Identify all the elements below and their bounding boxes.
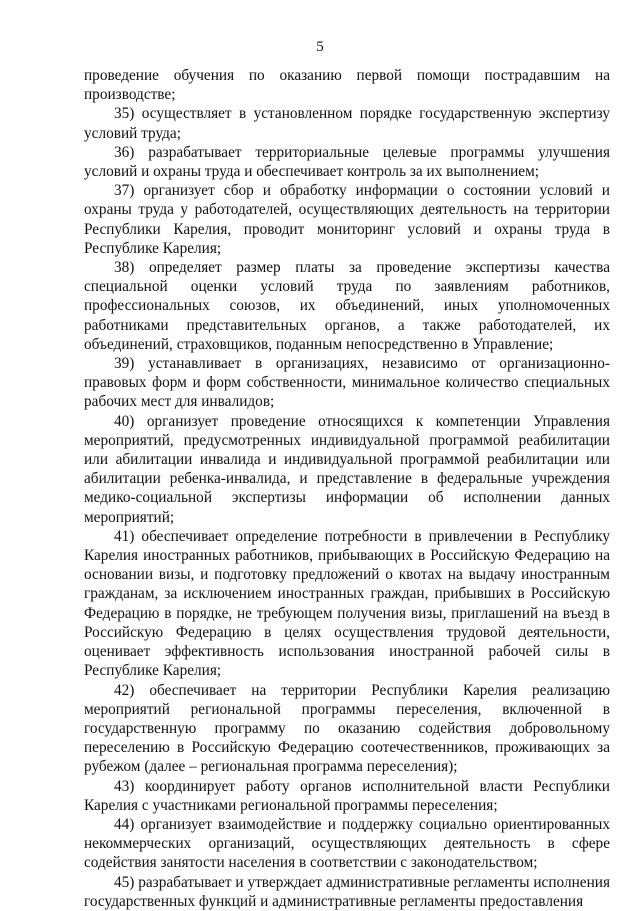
- paragraph-45: 45) разрабатывает и утверждает административные регламенты исполнения государственных функций и административные регламенты предоставления: [84, 873, 610, 910]
- document-body: [84, 66, 610, 911]
- paragraph-37: 37) организует сбор и обработку информации о состоянии условий и охраны труда у работодателей, осуществляющих деятельность на территории Республики Карелия, проводит мониторинг условий и охраны труда в Республике Карелия;: [84, 182, 610, 257]
- page-number: 5: [316, 39, 324, 55]
- paragraph-35: 35) осуществляет в установленном порядке государственную экспертизу условий труда;: [84, 105, 610, 142]
- paragraph-continuation: проведение обучения по оказанию первой помощи пострадавшим на производстве;: [84, 67, 610, 104]
- paragraph-41: 41) обеспечивает определение потребности в привлечении в Республику Карелия иностранных работников, прибывающих в Российскую Федерацию на основании визы, и подготовку предложений о квотах на выдачу иностранным гражданам, за исключением иностранных граждан, прибывших в Российскую Федерацию в порядке, не требующем получения визы, приглашений на въезд в Российскую Федерацию в целях осуществления трудовой деятельности, оценивает эффективность использования иностранной рабочей силы в Республике Карелия;: [84, 527, 610, 680]
- paragraph-36: 36) разрабатывает территориальные целевые программы улучшения условий и охраны труда и обеспечивает контроль за их выполнением;: [84, 143, 610, 181]
- paragraph-38: 38) определяет размер платы за проведение экспертизы качества специальной оценки условий труда по заявлениям работников, профессиональных союзов, их объединений, иных уполномоченных работниками представительных органов, а также работодателей, их объединений, страховщиков, поданным непосредственно в Управление;: [84, 259, 610, 353]
- paragraph-40: 40) организует проведение относящихся к компетенции Управления мероприятий, предусмотренных индивидуальной программой реабилитации или абилитации инвалида и индивидуальной программой реабилитации или абилитации ребенка-инвалида, и представление в федеральные учреждения медико-социальной экспертизы информации об исполнении данных мероприятий;: [84, 412, 610, 526]
- paragraph-42: 42) обеспечивает на территории Республики Карелия реализацию мероприятий региональной программы переселения, включенной в государственную программу по оказанию содействия добровольному переселению в Российскую Федерацию соотечественников, проживающих за рубежом (далее – региональная программа переселения);: [84, 681, 610, 776]
- paragraph-39: 39) устанавливает в организациях, независимо от организационно-правовых форм и форм собственности, минимальное количество специальных рабочих мест для инвалидов;: [84, 355, 610, 411]
- paragraph-43: 43) координирует работу органов исполнительной власти Республики Карелия с участниками региональной программы переселения;: [84, 777, 610, 814]
- paragraph-44: 44) организует взаимодействие и поддержку социально ориентированных некоммерческих организаций, осуществляющих деятельность в сфере содействия занятости населения в соответствии с законодательством;: [84, 815, 610, 872]
